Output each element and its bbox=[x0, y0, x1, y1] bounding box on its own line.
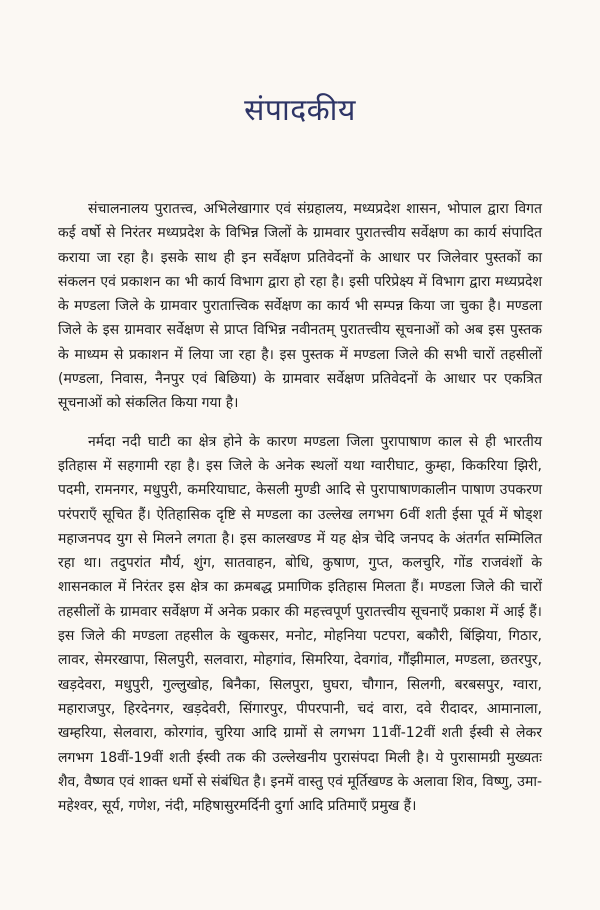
page-title: संपादकीय bbox=[244, 93, 356, 128]
paragraph-1: संचालनालय पुरातत्त्व, अभिलेखागार एवं संग्रहालय, मध्यप्रदेश शासन, भोपाल द्वारा विगत कई वर्षो से निरंतर मध्यप्रदेश के विभिन्न जिलों के ग्रामवार पुरातत्त्वीय सर्वेक्षण का कार्य संपादित कराया जा रहा है। इसके साथ ही इन सर्वेक्षण प्रतिवेदनों के आधार पर जिलेवार पुस्तकों का संकलन एवं प्रकाशन का भी कार्य विभाग द्वारा हो रहा है। इसी परिप्रेक्ष्य में विभाग द्वारा मध्यप्रदेश के मण्डला जिले के ग्रामवार पुरातात्त्विक सर्वेक्षण का कार्य भी सम्पन्न किया जा चुका है। मण्डला जिले के इस ग्रामवार सर्वेक्षण से प्राप्त विभिन्न नवीनतम् पुरातत्त्वीय सूचनाओं को अब इस पुस्तक के माध्यम से प्रकाशन में लिया जा रहा है। इस पुस्तक में मण्डला जिले की सभी चारों तहसीलों (मण्डला, निवास, नैनपुर एवं बिछिया) के ग्रामवार सर्वेक्षण प्रतिवेदनों के आधार पर एकत्रित सूचनाओं को संकलित किया गया है। bbox=[58, 201, 542, 412]
paragraph-2: नर्मदा नदी घाटी का क्षेत्र होने के कारण मण्डला जिला पुरापाषाण काल से ही भारतीय इतिहास में सहगामी रहा है। इस जिले के अनेक स्थलों यथा ग्वारीघाट, कुम्हा, किकरिया झिरी, पदमी, रामनगर, मधुपुरी, कमरियाघाट, केसली मुण्डी आदि से पुरापाषाणकालीन पाषाण उपकरण परंपराएँ सूचित हैं। ऐतिहासिक दृष्टि से मण्डला का उल्लेख लगभग 6वीं शती ईसा पूर्व में षोड्श महाजनपद युग से मिलने लगता है। इस कालखण्ड में यह क्षेत्र चेदि जनपद के अंतर्गत सम्मिलित रहा था। तदुपरांत मौर्य, शुंग, सातवाहन, बोधि, कुषाण, गुप्त, कलचुरि, गोंड राजवंशों के शासनकाल में निरंतर इस क्षेत्र का क्रमबद्ध प्रमाणिक इतिहास मिलता हैं। मण्डला जिले की चारों तहसीलों के ग्रामवार सर्वेक्षण में अनेक प्रकार की महत्त्वपूर्ण पुरातत्त्वीय सूचनाएँ प्रकाश में आई हैं। इस जिले की मण्डला तहसील के खुकसर, मनोट, मोहनिया पटपरा, बकौरी, बिंझिया, गिठार, लावर, सेमरखापा, सिलपुरी, सलवारा, मोहगांव, सिमरिया, देवगांव, गौंझीमाल, मण्डला, छतरपुर, खड़देवरा, मधुपुरी, गुल्लुखोह, बिनैका, सिलपुरा, घुघरा, चौगान, सिलगी, बरबसपुर, ग्वारा, महाराजपुर, हिरदेनगर, खड़देवरी, सिंगारपुर, पीपरपानी, चदं वारा, दवे रीदादर, आमानाला, खम्हरिया, सेलवारा, कोरगांव, चुरिया आदि ग्रामों से लगभग 11वीं-12वीं शती ईस्वी से लेकर लगभग 18वीं-19वीं शती ईस्वी तक की उल्लेखनीय पुरासंपदा मिली है। ये पुरासामग्री मुख्यतः शैव, वैष्णव एवं शाक्त धर्मो से संबंधित है। इनमें वास्तु एवं मूर्तिखण्ड के अलावा शिव, विष्णु, उमा-महेश्वर, सूर्य, गणेश, नंदी, महिषासुरमर्दिनी दुर्गा आदि प्रतिमाएँ प्रमुख हैं। bbox=[58, 433, 542, 815]
